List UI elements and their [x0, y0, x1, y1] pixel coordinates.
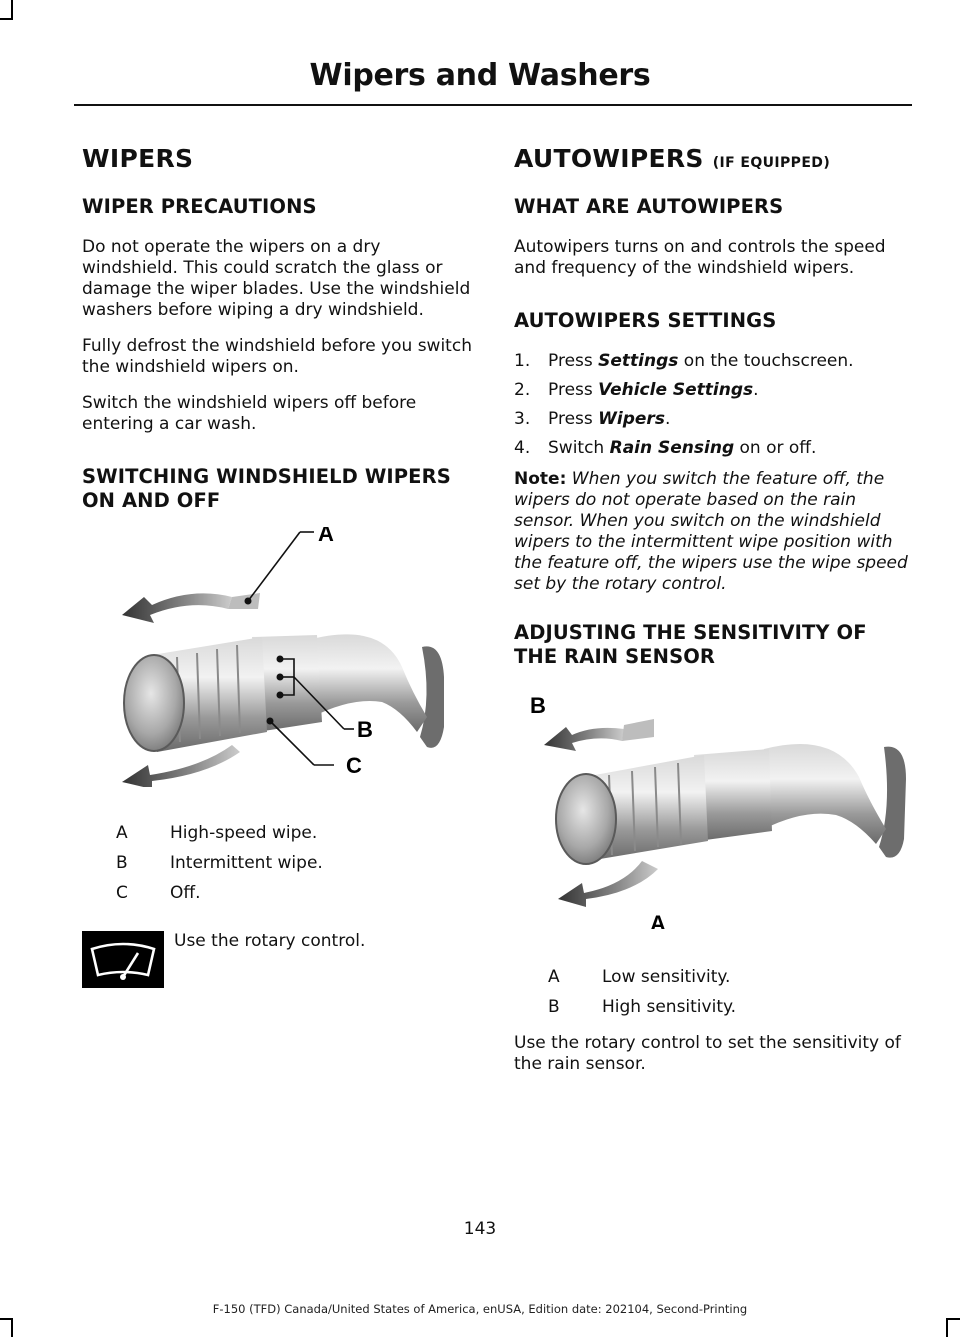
step-text: on or off.: [734, 438, 817, 458]
crop-mark: [946, 1318, 948, 1337]
step-text: Press: [548, 409, 599, 429]
subsection-title-sensitivity: ADJUSTING THE SENSITIVITY OF THE RAIN SENSOR: [514, 621, 867, 668]
wiper-symbol-icon: [82, 931, 164, 988]
step-emphasis: Wipers: [598, 409, 665, 429]
step-number: 1.: [514, 351, 531, 371]
subsection-title-precautions: WIPER PRECAUTIONS: [82, 195, 317, 218]
crop-mark: [0, 18, 13, 20]
callout-list: [514, 967, 908, 1027]
callout-letter: B: [548, 997, 560, 1017]
paragraph: Fully defrost the windshield before you switch the windshield wipers on.: [82, 336, 472, 377]
callout-item: [82, 823, 476, 853]
section-title-wipers: WIPERS: [82, 144, 194, 173]
page-header-title: Wipers and Washers: [309, 58, 651, 93]
step-number: 4.: [514, 438, 531, 458]
section-title-suffix: (IF EQUIPPED): [712, 155, 831, 171]
settings-steps: [514, 351, 908, 459]
callout-text: Low sensitivity.: [602, 967, 731, 987]
step-text: on the touchscreen.: [678, 351, 854, 371]
note-label: Note:: [514, 469, 567, 489]
right-column: [514, 144, 908, 1090]
paragraph: Autowipers turns on and controls the speed and frequency of the windshield wipers.: [514, 237, 886, 278]
step-item: [514, 409, 908, 430]
crop-mark: [0, 1318, 13, 1320]
figure-label-b: B: [530, 693, 546, 718]
callout-text: High sensitivity.: [602, 997, 737, 1017]
header-divider: [74, 104, 912, 106]
callout-item: [514, 997, 908, 1027]
subsection-title-switching: SWITCHING WINDSHIELD WIPERS ON AND OFF: [82, 465, 451, 512]
step-text: .: [753, 380, 759, 400]
paragraph: Use the rotary control to set the sensitivity of the rain sensor.: [514, 1033, 901, 1074]
step-text: Press: [548, 380, 599, 400]
wiper-stalk-illustration: [82, 527, 476, 787]
step-text: .: [664, 409, 671, 429]
rain-sensor-stalk-illustration: [514, 689, 908, 929]
callout-item: [82, 883, 476, 913]
subsection-title-what: WHAT ARE AUTOWIPERS: [514, 195, 784, 218]
crop-mark: [946, 1318, 960, 1320]
callout-text: Off.: [170, 883, 201, 903]
callout-letter: A: [548, 967, 560, 987]
step-item: [514, 438, 908, 459]
wiper-stalk-figure: [82, 527, 476, 787]
callout-text: High-speed wipe.: [170, 823, 318, 843]
callout-text: Intermittent wipe.: [170, 853, 323, 873]
left-column: [82, 144, 476, 1001]
figure-label-a: A: [318, 527, 334, 546]
note-text: When you switch the feature off, the wipers do not operate based on the rain sensor. When you switch on the windshield wipers to the intermittent wipe position with the feature off, the wipers use the wipe speed set by the rotary control.: [514, 469, 908, 594]
callout-item: [514, 967, 908, 997]
rain-sensor-figure: [514, 689, 908, 929]
step-text: Switch: [548, 438, 610, 458]
step-item: [514, 380, 908, 401]
callout-letter: C: [116, 883, 128, 903]
step-number: 2.: [514, 380, 531, 400]
paragraph: Switch the windshield wipers off before entering a car wash.: [82, 393, 417, 434]
callout-item: [82, 853, 476, 883]
step-emphasis: Rain Sensing: [609, 438, 735, 458]
figure-label-c: C: [346, 753, 362, 778]
callout-list: [82, 823, 476, 913]
step-number: 3.: [514, 409, 531, 429]
callout-letter: B: [116, 853, 128, 873]
paragraph: Do not operate the wipers on a dry windshield. This could scratch the glass or damage the wiper blades. Use the windshield washers before wiping a dry windshield.: [82, 237, 471, 320]
step-text: Press: [548, 351, 599, 371]
crop-mark: [11, 0, 13, 20]
section-title-text: AUTOWIPERS: [514, 144, 704, 173]
page-number: 143: [463, 1219, 497, 1239]
section-title-autowipers: [514, 144, 908, 173]
crop-mark: [11, 1318, 13, 1337]
step-emphasis: Settings: [598, 351, 679, 371]
subsection-title-settings: AUTOWIPERS SETTINGS: [514, 309, 777, 332]
rotary-control-text: Use the rotary control.: [174, 931, 366, 951]
note-block: [514, 469, 908, 595]
rotary-control-row: [82, 931, 476, 1001]
step-item: [514, 351, 908, 372]
edition-footer: F-150 (TFD) Canada/United States of America, enUSA, Edition date: 202104, Second-Printing: [212, 1302, 748, 1316]
figure-label-b: B: [357, 717, 373, 742]
callout-letter: A: [116, 823, 128, 843]
step-emphasis: Vehicle Settings: [598, 380, 754, 400]
figure-label-a: A: [650, 911, 666, 929]
